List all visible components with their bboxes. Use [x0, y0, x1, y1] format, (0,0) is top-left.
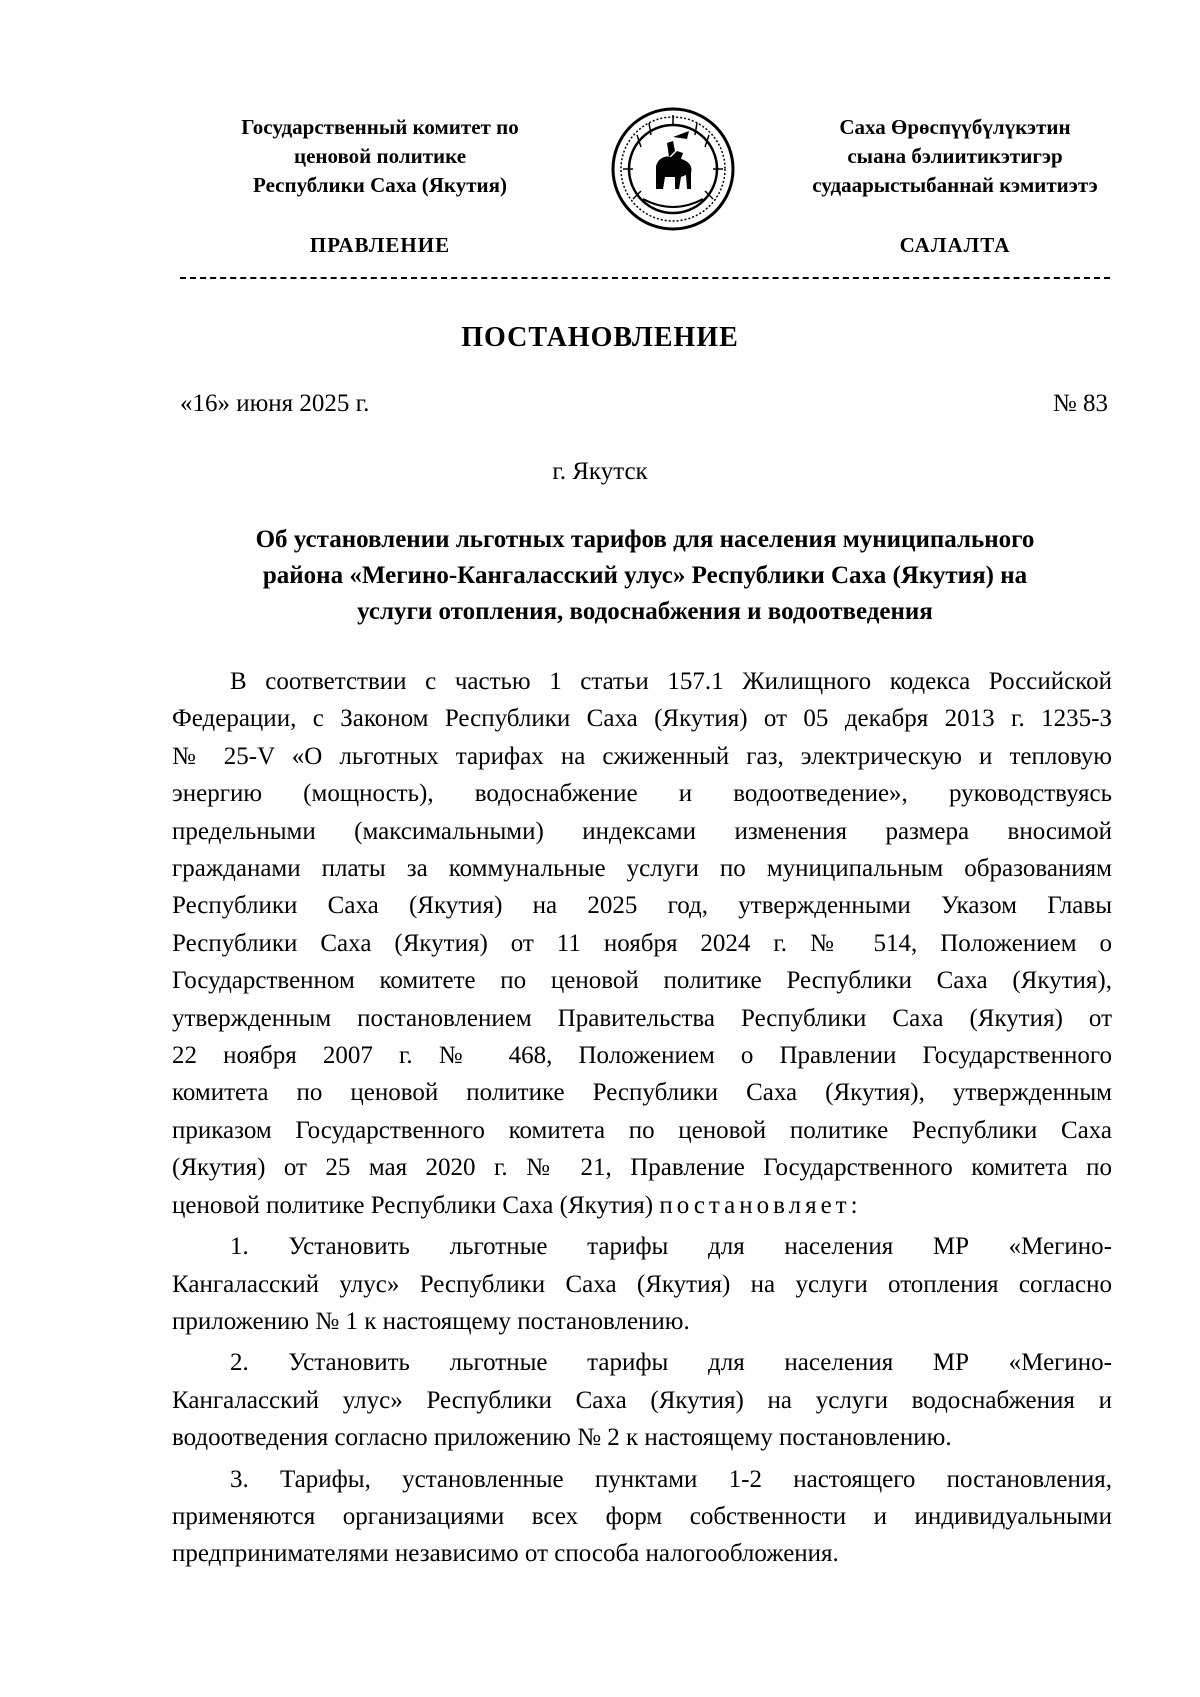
body-line: комитета по ценовой политике Республики Саха (Якутия), утвержденным	[172, 1079, 1112, 1107]
document-date: «16» июня 2025 г.	[180, 390, 370, 417]
document-body	[172, 663, 1112, 1573]
body-line: Государственном комитете по ценовой политике Республики Саха (Якутия),	[172, 967, 1112, 995]
item-1-paragraph	[172, 1228, 1112, 1340]
body-line: Республики Саха (Якутия) от 11 ноября 2024 г. № 514, Положением о	[172, 929, 1112, 957]
body-line: 22 ноября 2007 г. № 468, Положением о Правлении Государственного	[172, 1042, 1112, 1070]
body-line: Федерации, с Законом Республики Саха (Якутия) от 05 декабря 2013 г. 1235-З	[172, 705, 1112, 733]
document-type: ПОСТАНОВЛЕНИЕ	[461, 322, 739, 353]
preamble-last-text: ценовой политике Республики Саха (Якутия)	[172, 1191, 654, 1219]
body-line: энергию (мощность), водоснабжение и водоотведение», руководствуясь	[172, 780, 1112, 808]
title-line: услуги отопления, водоснабжения и водоотведения	[357, 598, 933, 625]
body-line: 3. Тарифы, установленные пунктами 1-2 настоящего постановления,	[230, 1465, 1112, 1493]
body-line: Республики Саха (Якутия) на 2025 год, утвержденными Указом Главы	[172, 892, 1112, 920]
item-3-paragraph	[172, 1461, 1112, 1573]
item-2-paragraph	[172, 1344, 1112, 1456]
document-title	[180, 522, 1110, 630]
document-city: г. Якутск	[552, 458, 648, 485]
body-line: утвержденным постановлением Правительства Республики Саха (Якутия) от	[172, 1004, 1112, 1032]
body-line: гражданами платы за коммунальные услуги по муниципальным образованиям	[172, 855, 1112, 883]
body-line: приложению № 1 к настоящему постановлению.	[172, 1307, 690, 1335]
document-number: № 83	[1052, 390, 1108, 417]
board-label-sah: САЛАЛТА	[899, 233, 1011, 257]
coat-of-arms-seal	[611, 107, 735, 231]
header-left-line: Республики Саха (Якутия)	[253, 173, 507, 197]
resolves-word: постановляет:	[659, 1191, 862, 1219]
body-line: В соответствии с частью 1 статьи 157.1 Жилищного кодекса Российской	[230, 668, 1112, 695]
body-line: предпринимателями независимо от способа налогообложения.	[172, 1540, 839, 1568]
body-line: Кангаласский улус» Республики Саха (Якутия) на услуги отопления согласно	[172, 1270, 1112, 1298]
title-line: Об установлении льготных тарифов для населения муниципального	[255, 526, 1035, 553]
body-line: 2. Установить льготные тарифы для населения МР «Мегино-	[230, 1349, 1112, 1377]
title-line: района «Мегино-Кангаласский улус» Республики Саха (Якутия) на	[262, 562, 1028, 589]
body-line: 1. Установить льготные тарифы для населения МР «Мегино-	[230, 1233, 1112, 1261]
body-line: предельными (максимальными) индексами изменения размера вносимой	[172, 817, 1112, 845]
body-line: Кангаласский улус» Республики Саха (Якутия) на услуги водоснабжения и	[172, 1386, 1112, 1414]
header-right-org	[760, 113, 1150, 200]
header-left-line: ценовой политике	[293, 144, 467, 168]
header-right-line: Саха Өрөспүүбүлүкэтин	[839, 115, 1071, 139]
body-line: приказом Государственного комитета по ценовой политике Республики Саха	[172, 1116, 1112, 1144]
preamble-paragraph	[172, 663, 1112, 1224]
board-label-ru: ПРАВЛЕНИЕ	[309, 233, 451, 257]
body-line: применяются организациями всех форм собственности и индивидуальными	[172, 1502, 1112, 1530]
body-line	[172, 1187, 1112, 1224]
header-right-line: судаарыстыбаннай кэмитиэтэ	[812, 173, 1098, 197]
body-line: № 25-V «О льготных тарифах на сжиженный газ, электрическую и тепловую	[172, 742, 1112, 770]
header-left-org	[180, 113, 580, 200]
header-divider	[180, 277, 1110, 279]
header-right-line: сыана бэлиитикэтигэр	[847, 144, 1063, 168]
body-line: водоотведения согласно приложению № 2 к настоящему постановлению.	[172, 1424, 952, 1452]
body-line: (Якутия) от 25 мая 2020 г. № 21, Правление Государственного комитета по	[172, 1154, 1112, 1182]
header-left-line: Государственный комитет по	[241, 115, 519, 139]
